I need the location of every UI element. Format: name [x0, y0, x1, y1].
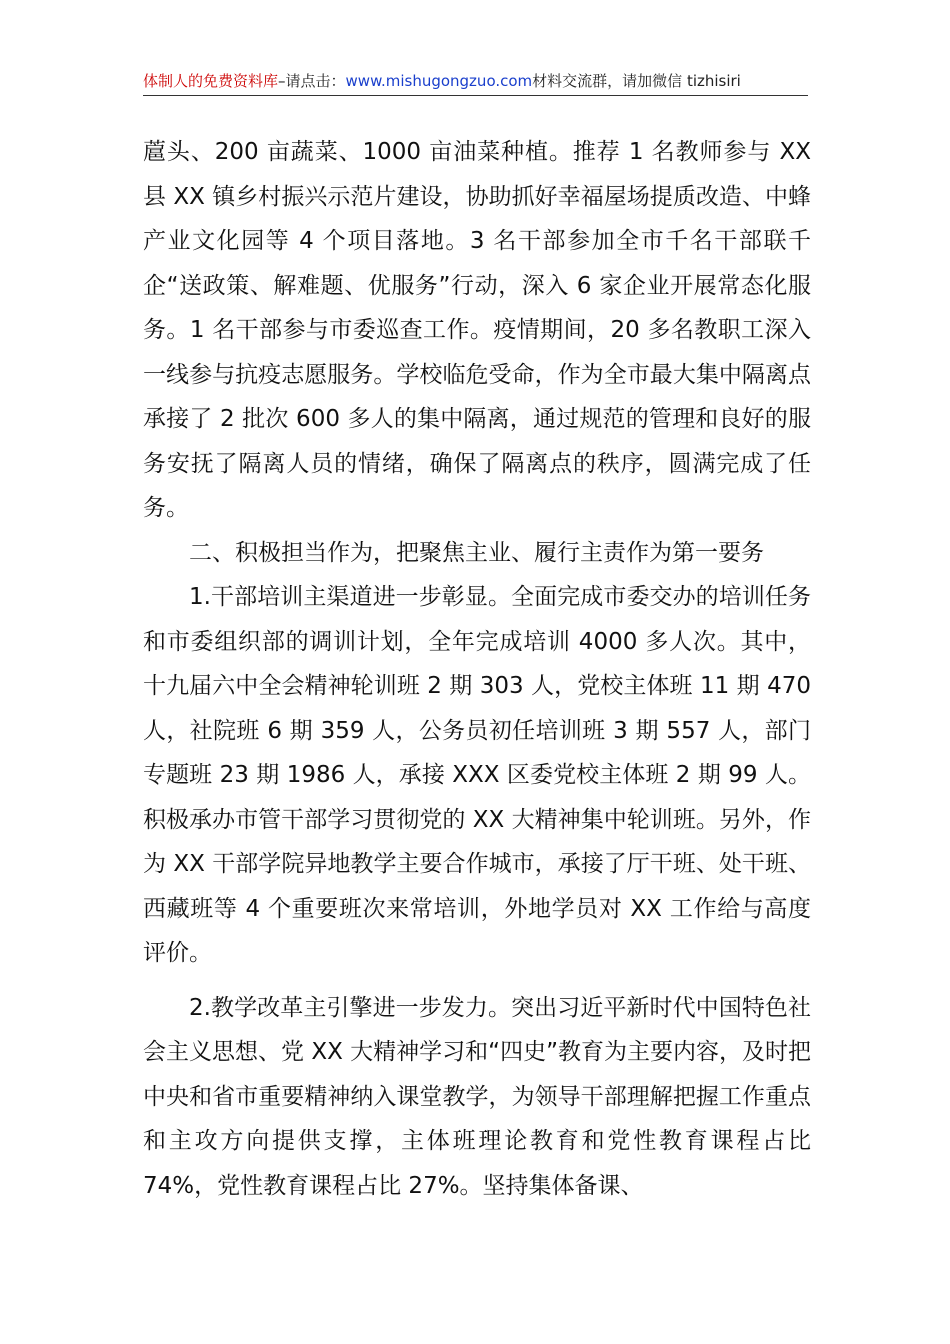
paragraph-training: 1.干部培训主渠道进一步彰显。全面完成市委交办的培训任务和市委组织部的调训计划，全年完成培训 4000 多人次。其中，十九届六中全会精神轮训班 2 期 303 人，党校主体班 11 期 470 人，社院班 6 期 359 人，公务员初任培训班 3 期 557 人，部门专题班 23 期 1986 人，承接 XXX 区委党校主体班 2 期 99 人。积极承办市管干部学习贯彻党的 XX 大精神集中轮训班。另外，作为 XX 干部学院异地教学主要合作城市，承接了厅干班、处干班、西藏班等 4 个重要班次来常培训，外地学员对 XX 工作给与高度评价。	[143, 584, 811, 966]
header-url-link[interactable]: www.mishugongzuo.com	[345, 72, 533, 90]
paragraph-teaching-reform: 2.教学改革主引擎进一步发力。突出习近平新时代中国特色社会主义思想、党 XX 大精神学习和“四史”教育为主要内容，及时把中央和省市重要精神纳入课堂教学，为领导干部理解把握工作重点和主攻方向提供支撑，主体班理论教育和党性教育课程占比 74%，党性教育课程占比 27%。坚持集体备课、	[143, 994, 811, 1199]
header-brand: 体制人的免费资料库	[143, 72, 279, 90]
paragraph-continuation: 蔰头、200 亩蔬菜、1000 亩油菜种植。推荐 1 名教师参与 XX 县 XX 镇乡村振兴示范片建设，协助抓好幸福屋场提质改造、中蜂产业文化园等 4 个项目落地。3 名干部参加全市千名干部联千企“送政策、解难题、优服务”行动，深入 6 家企业开展常态化服务。1 名干部参与市委巡查工作。疫情期间，20 多名教职工深入一线参与抗疫志愿服务。学校临危受命，作为全市最大集中隔离点承接了 2 批次 600 多人的集中隔离，通过规范的管理和良好的服务安抚了隔离人员的情绪，确保了隔离点的秩序，圆满完成了任务。	[143, 139, 811, 521]
page-header	[143, 66, 808, 96]
header-separator: –请点击：	[278, 72, 346, 90]
section-heading: 二、积极担当作为，把聚焦主业、履行主责作为第一要务	[189, 539, 764, 566]
header-contact-text: 材料交流群，请加微信 tizhisiri	[532, 72, 741, 90]
document-body	[143, 130, 811, 1208]
header-divider	[143, 95, 808, 96]
